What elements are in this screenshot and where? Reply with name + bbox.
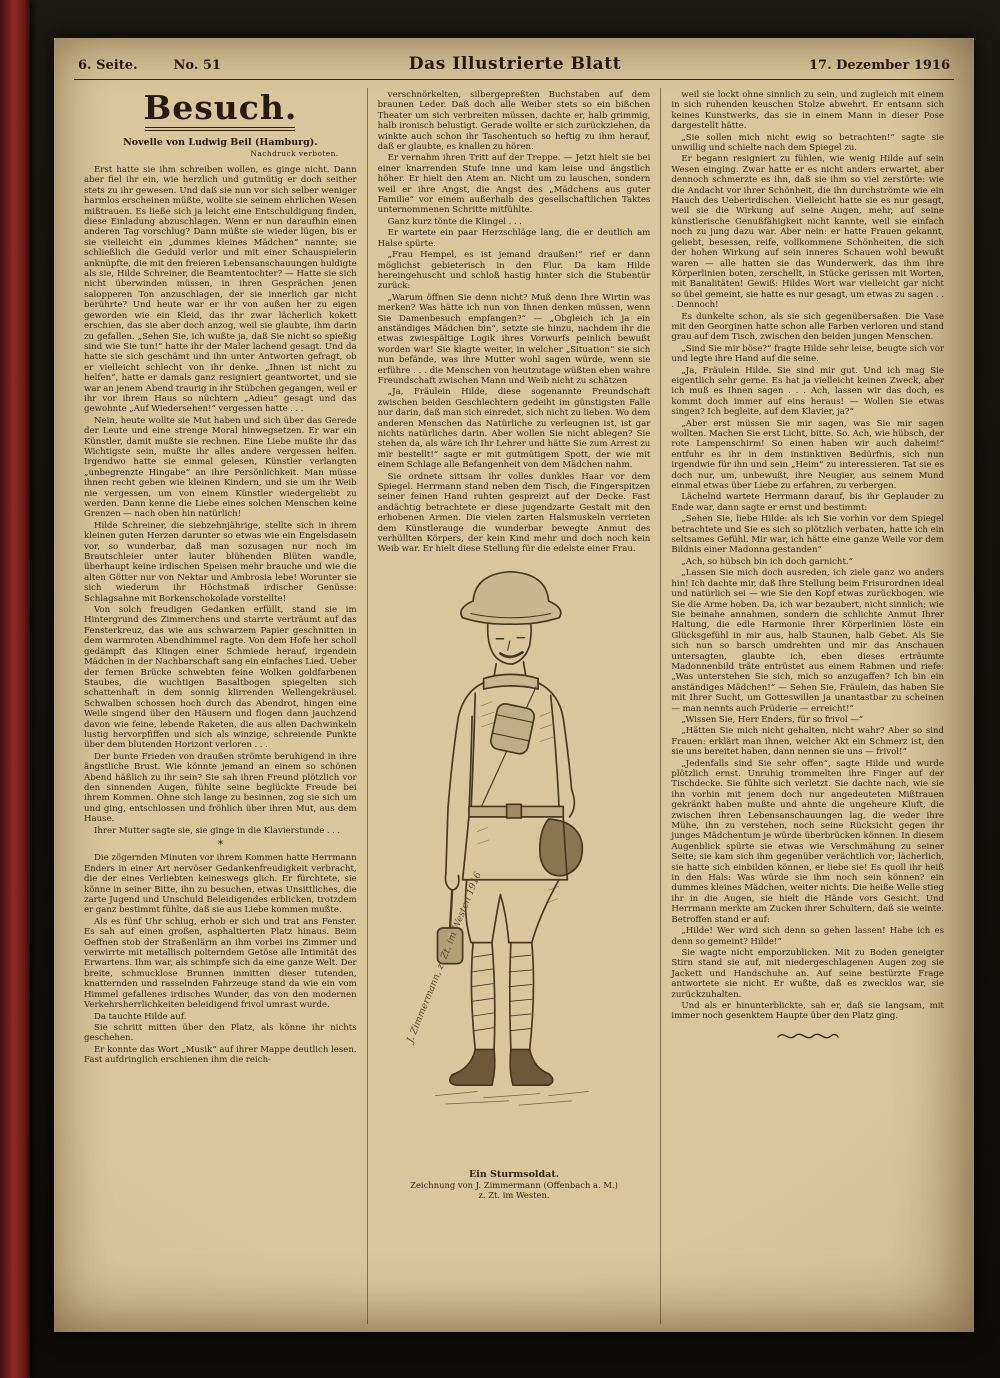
column-2-text [378, 90, 651, 555]
figure-caption-credit: Zeichnung von J. Zimmermann (Offenbach a. M.) [410, 1179, 618, 1190]
paragraph: Ganz kurz tönte die Klingel . . . [387, 216, 522, 227]
paragraph: Er konnte das Wort „Musik“ auf ihrer Mappe deutlich lesen. Fast aufdringlich erschienen ihm die reich- [84, 1044, 357, 1066]
story-title-block [84, 90, 357, 158]
paragraph: Die zögernden Minuten vor ihrem Kommen hatte Herrmann Enders in einer Art nervöser Gedankenfreudigkeit verbracht, die der eines Verliebten keineswegs glich. Er fürchtete, sie könne in seiner Bitte, ihn zu besuchen, etwas Unsittliches, die zarte Jugend und Unschuld Beleidigendes erblicken, trotzdem er ganz bestimmt fühlte, daß sie aus Liebe kommen mußte. [84, 853, 357, 916]
paragraph: „Ja, Fräulein Hilde, diese sogenannte Freundschaft zwischen beiden Geschlechtern gedeiht im günstigsten Falle nur darin, daß man sich einredet, sich nicht zu lieben. Wo dem anderen Menschen das Natürliche zu verleugnen ist, ist gar nichts natürliches darin. Aber wollen Sie nicht ablegen? Sie stehen da, als wäre ich Ihr Lehrer und hätte Sie zum Arrest zu mir bestellt!“ sagte er mit gutmütigem Spott, der wie mit einem Schlage alle Befangenheit von dem Mädchen nahm. [377, 387, 651, 471]
newspaper-page [54, 38, 974, 1332]
publication-title: Das Illustrierte Blatt [408, 54, 622, 74]
paragraph: „Sie sollen mich nicht ewig so betrachten!“ sagte sie unwillig und schielte nach dem Spiegel zu. [671, 132, 945, 154]
paragraph: „Frau Hempel, es ist jemand draußen!“ rief er dann möglichst gebieterisch in den Flur. Da kam Hilde hereingehuscht und schloß hastig hinter sich die Stubentür zurück: [377, 250, 651, 292]
paragraph: „Warum öffnen Sie denn nicht? Muß denn Ihre Wirtin was merken? Was hätte ich nun von Ihnen denken müssen, wenn Sie Damenbesuch empfangen?“ — „Obgleich ich ja ein anständiges Mädchen bin“, setzte sie hinzu, nachdem ihr die etwas zwiespältige Logik ihres Vorwurfs peinlich bewußt worden war! Sie klagte weiter, in welcher „Situation“ sie sich nun befände, was ihre Mutter wohl sagen würde, wenn sie erführe . . . die Menschen von heutzutage wüßten eben wahre Freundschaft zwischen Mann und Weib nicht zu schätzen [377, 292, 651, 386]
paragraph: Er vernahm ihren Tritt auf der Treppe. — Jetzt hielt sie bei einer knarrenden Stufe inne und kam leise und ängstlich höher. Er hielt den Atem an. Nicht um zu lauschen, sondern weil er ihre Angst, die Angst des „Mädchens aus guter Familie“ vor einem außerhalb des gesellschaftlichen Taktes unternommenen Schritte mitfühlte. [377, 153, 651, 216]
paragraph: Sie wagte nicht emporzublicken. Mit zu Boden geneigter Stirn stand sie auf, mit niedergeschlagenen Augen zog sie Jackett und Handschuhe an. Auf seine bestürzte Frage antwortete sie nicht. Er wußte, daß es zwecklos war, sie zurückzuhalten. [671, 947, 945, 1000]
paragraph: „Hätten Sie mich nicht gehalten, nicht wahr? Aber so sind Frauen: erklärt man ihnen, welcher Akt ein Schmerz ist, den sie uns bereitet haben, dann nennen sie uns — frivol!“ [671, 726, 945, 758]
figure-caption-location: z. Zt. im Westen. [478, 1189, 550, 1200]
column-1-text [84, 165, 357, 1066]
column-3 [660, 88, 954, 1324]
page-number-label: 6. Seite. [78, 58, 138, 73]
paragraph: Lächelnd wartete Herrmann darauf, bis ihr Geplauder zu Ende war, dann sagte er ernst und bestimmt: [671, 492, 945, 513]
column-1 [74, 88, 367, 1324]
paragraph: Hilde Schreiner, die siebzehnjährige, stellte sich in ihrem kleinen guten Herzen darunter so etwas wie ein Engelsdasein vor, so wunderbar, daß man sozusagen nur noch im Brautschleier unter lauter blühenden Blüten wandle, überhaupt keine irdischen Speisen mehr brauche und wie die alten Götter nur von Nektar und Ambrosia lebe! Worunter sie sich wiederum ihr Höchstmaß irdischer Genüsse: Schlagsahne mit Borkenschokolade vorstellte! [84, 520, 357, 604]
paragraph: Und als er hinunterblickte, sah er, daß sie langsam, mit immer noch gesenktem Haupte über den Platz ging. [671, 1000, 945, 1022]
paragraph: Nein, heute wollte sie Mut haben und sich über das Gerede der Leute und eine strenge Moral hinwegsetzen. Er war ein Künstler, damit mußte sie rechnen. Eine Liebe mußte ihr das Wichtigste sein, mußte ihr alles andere vergessen helfen. Irgendwo hatte sie einmal gelesen, Künstler verlangten „unbegrenzte Hingabe“ an ihre Persönlichkeit. Man müsse ihnen recht geben wie kleinen Kindern, und sie um ihr Weib nie vergessen, um von einem Künstler wiedergeliebt zu werden. Dann kenne die Liebe eines solchen Menschen keine Grenzen — nach oben hin natürlich! [84, 415, 357, 520]
figure-caption [378, 1169, 651, 1200]
book-spine [0, 0, 30, 1378]
paragraph: „Sehen Sie, liebe Hilde: als ich Sie vorhin vor dem Spiegel betrachtete und Sie es sich so plötzlich verbaten, hatte ich ein seltsames Gefühl. Mir war, ich hätte eine ganze Weile vor dem Bildnis einer Madonna gestanden“ [671, 514, 945, 556]
paragraph: Der bunte Frieden von draußen strömte beruhigend in ihre ängstliche Brust. Wie könnte jemand an einem so schönen Abend häßlich zu ihr sein? Sie sah ihren Freund plötzlich vor den sinnenden Augen, fühlte seine beglückte Freude bei ihrem Kommen. Ohne sich lange zu besinnen, zog sie sich um und ging, entschlossen und fröhlich über ihren Mut, aus dem Hause. [84, 751, 357, 825]
article-columns [74, 88, 954, 1324]
tailpiece-ornament [671, 1028, 944, 1047]
soldier-illustration [378, 559, 651, 1200]
paragraph: „Ach, so hübsch bin ich doch garnicht.“ [681, 556, 854, 567]
paragraph: Er wartete ein paar Herzschläge lang, die er deutlich am Halse spürte. [377, 228, 651, 249]
artist-signature: J. Zimmermann, z. Zt. im Westen 1916 [404, 870, 484, 1045]
column-2 [367, 88, 661, 1324]
story-byline: Novelle von Ludwig Beil (Hamburg). [123, 137, 318, 148]
publication-date: 17. Dezember 1916 [808, 58, 950, 73]
masthead [74, 50, 954, 80]
paragraph: „Lassen Sie mich doch ausreden, ich ziele ganz wo anders hin! Ich dachte mir, daß Ihre Stellung beim Frisurordnen ideal und natürlich sei — wie Sie den Kopf etwas zurückbogen, wie Sie die Arme hoben. Da, ich war bezaubert, nicht sinnlich; wie Sie beinahe annahmen, sondern die schlichte Anmut Ihrer Haltung, die edle Harmonie Ihrer Körperlinien löste ein Glücksgefühl in mir aus, halb Staunen, halb Gebet. Als Sie sich nun so barsch umdrehten und mir das Anschauen untersagten, glaubte ich, eben dieses erträumte Madonnenbild träte entrüstet aus einem Rahmen und riefe: „Was unterstehen Sie sich, mich so anzugaffen? Ich bin ein anständiges Mädchen!“ — Sehen Sie, Fräulein, das haben Sie mit Ihrer Sucht, um Gotteswillen ja unantastbar zu scheinen — man nennts auch Prüderie — erreicht!“ [671, 568, 945, 714]
paragraph: Er begann resigniert zu fühlen, wie wenig Hilde auf sein Wesen einging. Zwar hatte er es nicht anders erwartet, aber dennoch schmerzte es ihn, daß sie ihm so viel zerstörte: wie die Andacht vor ihrer Schönheit, die ihn durchströmte wie ein Hauch des Ueberirdischen. Vielleicht hatte sie es nur gesagt, weil sie die Wirkung auf seine Augen, mehr, auf seine künstlerische Genußfähigkeit nicht kannte, weil sie einfach noch zu jung dazu war. Aber nein: er hatte Frauen gekannt, geliebt, besessen, reife, vollkommene Schönheiten, die sich der hohen Wirkung auf sein inneres Schauen wohl bewußt waren — alle hatten sie das Wunderwerk, das ihm ihre Körperlinien boten, zerschellt, in Stücke gerissen mit Worten, mit Banalitäten! Gewiß: Hildes Wort war vielleicht gar nicht so übel gemeint, sie hatte es nur gesagt, um etwas zu sagen . . . Dennoch! [671, 154, 945, 311]
paragraph: „Wissen Sie, Herr Enders, für so frivol —“ [681, 714, 864, 725]
story-title: Besuch. [143, 88, 298, 127]
paragraph: Sie schritt mitten über den Platz, als könne ihr nichts geschehen. [84, 1022, 357, 1044]
issue-number-label: No. 51 [173, 58, 221, 73]
paragraph: Es dunkelte schon, als sie sich gegenübersaßen. Die Vase mit den Georginen hatte schon alle Farben verloren und stand grau auf dem Tisch, zwischen den beiden jungen Menschen. [671, 311, 945, 343]
paragraph: verschnörkelten, silbergepreßten Buchstaben auf dem braunen Leder. Daß doch alle Weiber stets so ein bißchen Theater um sich verbreiten müssen, dachte er, halb grimmig, halb ironisch belustigt. Gerade wollte er sich zurückziehen, da winkte auch schon ihr Taschentuch so heftig zu ihm herauf, daß er glaubte, es knallen zu hören. [377, 90, 651, 153]
paragraph: Sie ordnete sittsam ihr volles dunkles Haar vor dem Spiegel. Herrmann stand neben dem Tisch, die Fingerspitzen seiner feinen Hand ruhten gespreizt auf der Decke. Fast andächtig betrachtete er diese jugendzarte Gestalt mit den erhobenen Armen. Die vielen zarten Halsmuskeln verrieten dem Künstlerauge die wunderbar bewegte Anmut des verhüllten Körpers, der kein Kind mehr und doch noch kein Weib war. Er hielt diese Stellung für die edelste einer Frau. [377, 471, 651, 555]
masthead-left [78, 58, 221, 73]
paragraph: „Sind Sie mir böse?“ fragte Hilde sehr leise, beugte sich vor und legte ihre Hand auf die seine. [671, 343, 945, 365]
paragraph: weil sie lockt ohne sinnlich zu sein, und zugleich mit einem in sich ruhenden keuschen Stolze abwehrt. Er entsann sich keines Kunstwerks, das sie in einem Mann in dieser Pose dargestellt hätte. [671, 90, 945, 132]
rights-notice: Nachdruck verboten. [250, 149, 339, 158]
paragraph: „Jedenfalls sind Sie sehr offen“, sagte Hilde und wurde plötzlich ernst. Unruhig trommelten ihre Finger auf der Tischdecke. Sie fühlte sich verletzt. Sie dachte nach, wie sie ihn vorhin mit jenem doch nur angedeuteten Mißtrauen gekränkt haben mußte und ahnte die ungeheure Kluft, die zwischen ihren Lebensanschauungen lag, die weder ihre Mühe, ihn zu verstehen, noch seine Rücksicht gegen ihr junges Mädchentum je würde überbrücken können. In diesem Augenblick spürte sie etwas wie Verschmähung zu seiner Seite; sie kam sich ihm gegenüber verächtlich vor; lächerlich, sie hatte sich einbilden können, er liebe sie! Es quoll ihr heiß in den Hals: Was würde sie ihm noch sein können? ein dummes kleines Mädchen, weiter nichts. Die heiße Welle stieg ihr in die Augen, sie hielt die Hände vors Gesicht. Und Herrmann merkte am Zucken ihrer Schultern, daß sie weinte. Betroffen stand er auf: [671, 758, 945, 925]
paragraph: Von solch freudigen Gedanken erfüllt, stand sie im Hintergrund des Zimmerchens und starrte verträumt auf das Fensterkreuz, das wie aus schwarzem Papier geschnitten in dem warmroten Abendhimmel ragte. Von dem Hofe her scholl gedämpft das Klingen einer Schmiede herauf, irgendein Mädchen in der Nachbarschaft sang ein einfaches Lied. Ueber der fernen Brücke schwebten feine Wolken goldfarbenen Staubes, die wuchtigen Basaltbogen spiegelten sich schattenhaft in dem sonnig klirrenden Wellengekräusel. Schwalben schossen hoch durch das Abendrot, hingen eine Weile singend über den Häusern und flogen dann jauchzend davon wie feine, lebende Raketen, die aus allen Dachwinkeln lustig hervorpfiffen und sich als winzige, schreiende Punkte über dem blutenden Horizont verloren . . . [84, 605, 357, 751]
paragraph: Da tauchte Hilde auf. [94, 1011, 187, 1022]
paragraph: Erst hatte sie ihm schreiben wollen, es ginge nicht. Dann aber fiel ihr ein, wie herzlich und gutmütig er doch seither stets zu ihr gewesen. Und daß sie nun vor sich selber weniger harmlos erscheinen müßte, wollte sie seinem ehrlichen Wesen mißtrauen. Es ließe sich ja leicht eine Entschuldigung finden, diese Einladung abzuschlagen. Wenn er nun daraufhin einen anderen Tag vorschlug? Dann müßte sie wieder lügen, bis er sie vielleicht ein „dummes kleines Mädchen“ nannte; sie schließlich die Geduld verlor und mit einer Schauspielerin anknüpfte, die mit den freieren Lebensanschauungen huldigte als sie, Hilde Schreiner, die Beamtentochter? — Hatte sie sich nicht überwinden müssen, in ihren Gesprächen jenen salopperen Ton anzuschlagen, der sie innerlich gar nicht berührte? Und heute war er ihr von außen her zu eigen geworden wie ein Kleid, das ihr zwar lächerlich kokett erschien, das sie aber doch anzog, weil sie glaubte, ihm darin zu gefallen. „Sehen Sie, ich wußte ja, daß Sie nicht so spießig sind wie Sie tun!“ hatte ihr der Maler lachend gesagt. Und da hatte sie sich geschämt und ihn unter Antworten gefragt, ob er vielleicht schlecht von ihr denke. „Ihnen ist nicht zu helfen“, hatte er damals ganz resigniert geantwortet, und sie war an jenem Abend traurig in ihr Stübchen gegangen, weil er ihr vor ihrem Haus so nüchtern „Adieu“ gesagt und das gewohnte „Auf Wiedersehen!“ vergessen hatte . . . [84, 165, 357, 415]
figure-caption-title: Ein Sturmsoldat. [468, 1168, 560, 1180]
soldier-drawing [383, 559, 645, 1167]
paragraph: „Hilde! Wer wird sich denn so gehen lassen! Habe ich es denn so gemeint? Hilde!“ [671, 926, 945, 947]
section-separator: * [217, 838, 224, 851]
paragraph: „Aber erst müssen Sie mir sagen, was Sie mir sagen wollten. Machen Sie erst Licht, bitte. So. Ach, wie hübsch, der rote Lampenschirm! So einen haben wir auch daheim!“ entfuhr es ihr in dem instinktiven Bedürfnis, sich nun irgendwie für ihn und sein „Heim“ zu interessieren. Tat sie es doch nur, um, unbewußt, ihre Neugier, aus seinem Mund einmal etwas über Liebe zu erfahren, zu verbergen. [671, 418, 945, 492]
title-flourish [145, 127, 295, 131]
paragraph: „Ja, Fräulein Hilde. Sie sind mir gut. Und ich mag Sie eigentlich sehr gerne. Es hat ja vielleicht keinen Zweck, aber ich muß es Ihnen sagen . . . Ach, lassen wir das doch, es kommt doch immer auf eins heraus! — Wollen Sie etwas singen? Ich begleite, auf dem Klavier, ja?“ [671, 365, 945, 418]
column-3-text [671, 90, 944, 1022]
paragraph: Als es fünf Uhr schlug, erhob er sich und trat ans Fenster. Es sah auf einen großen, asphaltierten Platz hinaus. Beim Oeffnen stob der Straßenlärm an ihm vorbei ins Zimmer und verwirrte mit metallisch polterndem Getöse alle Intimität des Erwartens. Ihm war, als schimpfe sich da eine ganze Welt. Der breite, schmucklose Brunnen inmitten dieser tutenden, knatternden und rasselnden Fahrzeuge stand da wie ein vom Himmel gefallenes irdisches Wunder, das von den modernen Verkehrsherrlichkeiten beleidigend frivol umrast wurde. [84, 916, 357, 1011]
paragraph: Ihrer Mutter sagte sie, sie ginge in die Klavierstunde . . . [94, 825, 341, 836]
